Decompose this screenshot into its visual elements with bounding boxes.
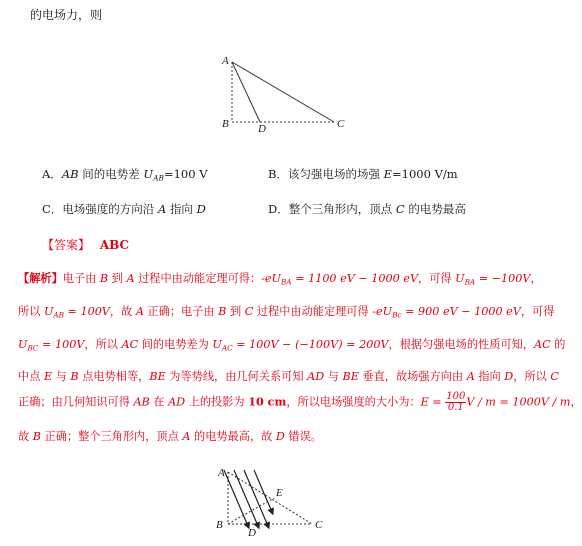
explanation-line-3: $U_{BC} = 100V$，所以 AC 间的电势差为 $U_{AC} = 100V - (-100V) = 200V$，根据匀强电场的性质可知，AC 的 <box>18 338 566 353</box>
label-d: D <box>258 123 266 135</box>
option-c: C．电场强度的方向沿 A 指向 D <box>42 202 206 216</box>
label-e-2: E <box>276 487 283 499</box>
explanation-line-1: 【解析】电子由 B 到 A 过程中由动能定理可得：$-eU_{BA} = 1100$ eV − 1000 eV，可得 $U_{BA} = -100V$， <box>18 271 542 287</box>
label-a: A <box>222 55 229 67</box>
field-line-2 <box>234 470 258 526</box>
answer-tag: 【答案】 <box>42 238 91 252</box>
answer-line <box>42 236 129 253</box>
label-b: B <box>222 118 229 130</box>
explanation-line-4: 中点 E 与 B 点电势相等，BE 为等势线，由几何关系可知 AD 与 BE 垂直，故场强方向由 A 指向 D，所以 C <box>18 370 559 383</box>
label-b-2: B <box>216 519 223 531</box>
triangle-figure <box>212 52 352 135</box>
label-c-2: C <box>315 519 323 531</box>
option-d: D．整个三角形内，顶点 C 的电势最高 <box>268 202 466 216</box>
explanation-line-2: 所以 $U_{AB} = 100V$，故 A 正确；电子由 B 到 C 过程中由动能定理可得 $-eU_{Bc} = 900$ eV − 1000 eV，可得 <box>18 305 555 320</box>
answer-value: ABC <box>99 238 130 252</box>
explanation-line-5: 正确；由几何知识可得 AB 在 AD 上的投影为 10 cm，所以电场强度的大小为：E = $\frac{100}{0.1}$ V / m = 1000V / m， <box>18 391 582 413</box>
edge-ac <box>232 62 334 122</box>
label-c: C <box>337 118 345 130</box>
field-line-3 <box>244 470 268 526</box>
field-line-4 <box>254 470 272 512</box>
edge-ac-2 <box>228 472 312 524</box>
fraction: $\frac{100}{0.1}$ <box>446 391 466 413</box>
equipotential-figure <box>212 464 332 544</box>
option-a: A．AB 间的电势差 $U_{AB}=100$ V <box>42 167 208 183</box>
label-d-2: D <box>248 527 256 539</box>
segment-ad <box>232 62 260 122</box>
label-a-2: A <box>218 467 225 479</box>
option-b: B．该匀强电场的场强 E=1000 V/m <box>268 167 458 181</box>
question-text: 的电场力，则 <box>30 8 103 22</box>
explanation-line-6: 故 B 正确；整个三角形内，顶点 A 的电势最高，故 D 错误。 <box>18 430 322 443</box>
